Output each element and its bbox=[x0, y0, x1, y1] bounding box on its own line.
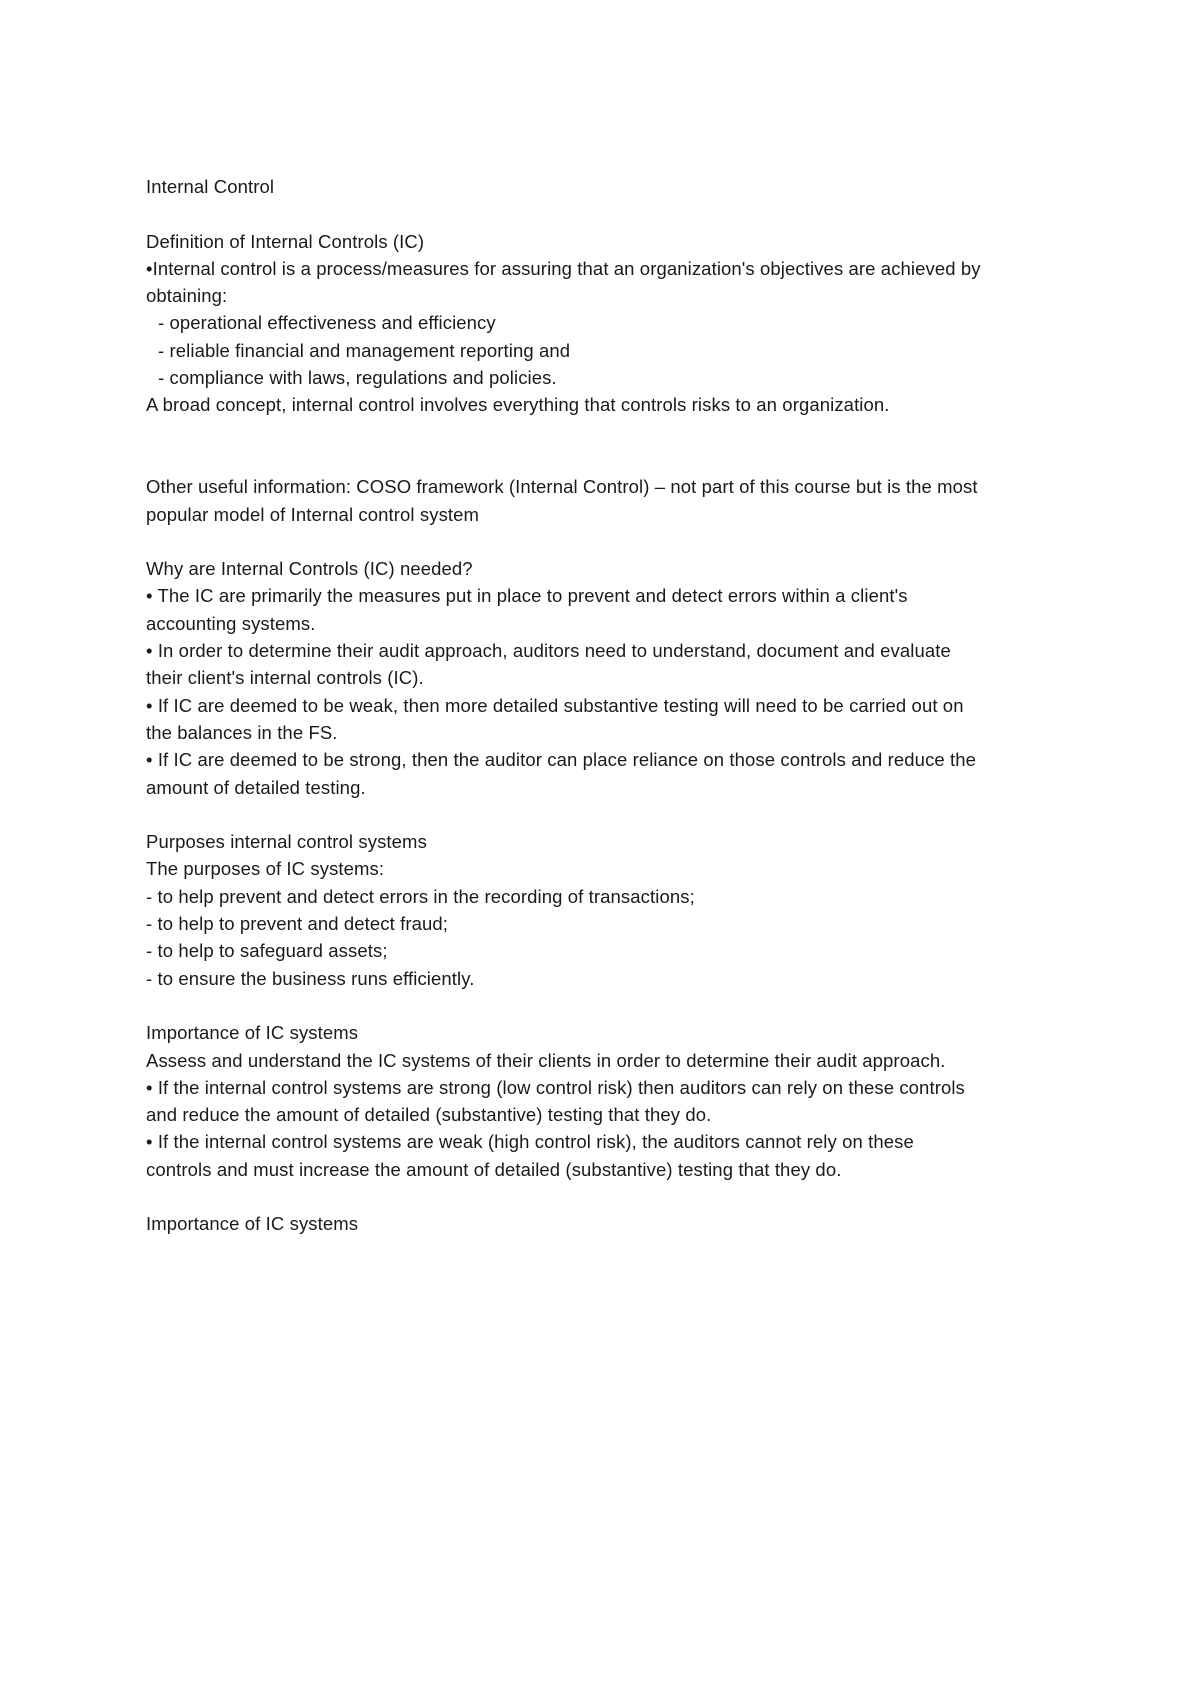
blank-line bbox=[146, 992, 1066, 1019]
text-line: • If the internal control systems are weak (high control risk), the auditors cannot rely on these bbox=[146, 1131, 914, 1153]
text-line: - reliable financial and management reporting and bbox=[158, 339, 571, 361]
text-line: A broad concept, internal control involves everything that controls risks to an organization. bbox=[146, 394, 890, 416]
text-line: - operational effectiveness and efficiency bbox=[158, 312, 496, 334]
blank-line bbox=[146, 419, 1066, 446]
text-line: and reduce the amount of detailed (substantive) testing that they do. bbox=[146, 1104, 712, 1126]
text-line: Purposes internal control systems bbox=[146, 831, 427, 853]
text-line: controls and must increase the amount of detailed (substantive) testing that they do. bbox=[146, 1158, 842, 1180]
text-line: • The IC are primarily the measures put in place to prevent and detect errors within a client's bbox=[146, 585, 908, 607]
text-line: • If IC are deemed to be strong, then the auditor can place reliance on those controls and reduce the bbox=[146, 749, 977, 771]
blank-line bbox=[146, 1183, 1066, 1210]
text-line: - to help to safeguard assets; bbox=[146, 940, 388, 962]
text-line: • In order to determine their audit approach, auditors need to understand, document and evaluate bbox=[146, 640, 951, 662]
text-line: accounting systems. bbox=[146, 612, 316, 634]
text-line: amount of detailed testing. bbox=[146, 776, 366, 798]
text-line: •Internal control is a process/measures for assuring that an organization's objectives are achieved by bbox=[146, 257, 981, 279]
text-line: obtaining: bbox=[146, 285, 228, 307]
text-line: • If the internal control systems are strong (low control risk) then auditors can rely on these controls bbox=[146, 1076, 965, 1098]
text-line: the balances in the FS. bbox=[146, 721, 338, 743]
text-line: popular model of Internal control system bbox=[146, 503, 480, 525]
text-line: The purposes of IC systems: bbox=[146, 858, 385, 880]
document-body bbox=[146, 173, 1066, 1238]
text-line: • If IC are deemed to be weak, then more detailed substantive testing will need to be carried out on bbox=[146, 694, 964, 716]
blank-line bbox=[146, 446, 1066, 473]
text-line: - compliance with laws, regulations and policies. bbox=[158, 367, 557, 389]
text-line: Definition of Internal Controls (IC) bbox=[146, 230, 425, 252]
text-line: - to help to prevent and detect fraud; bbox=[146, 913, 449, 935]
text-line: Importance of IC systems bbox=[146, 1022, 359, 1044]
blank-line bbox=[146, 528, 1066, 555]
text-line: Internal Control bbox=[146, 176, 275, 197]
text-line: - to help prevent and detect errors in the recording of transactions; bbox=[146, 885, 695, 907]
text-line: Assess and understand the IC systems of their clients in order to determine their audit approach. bbox=[146, 1049, 946, 1071]
text-line: - to ensure the business runs efficiently. bbox=[146, 967, 475, 989]
text-line: their client's internal controls (IC). bbox=[146, 667, 424, 689]
blank-line bbox=[146, 801, 1066, 828]
text-line: Other useful information: COSO framework (Internal Control) – not part of this course but is the most bbox=[146, 476, 978, 498]
text-line: Importance of IC systems bbox=[146, 1213, 359, 1235]
text-line: Why are Internal Controls (IC) needed? bbox=[146, 558, 473, 580]
blank-line bbox=[146, 200, 1066, 227]
